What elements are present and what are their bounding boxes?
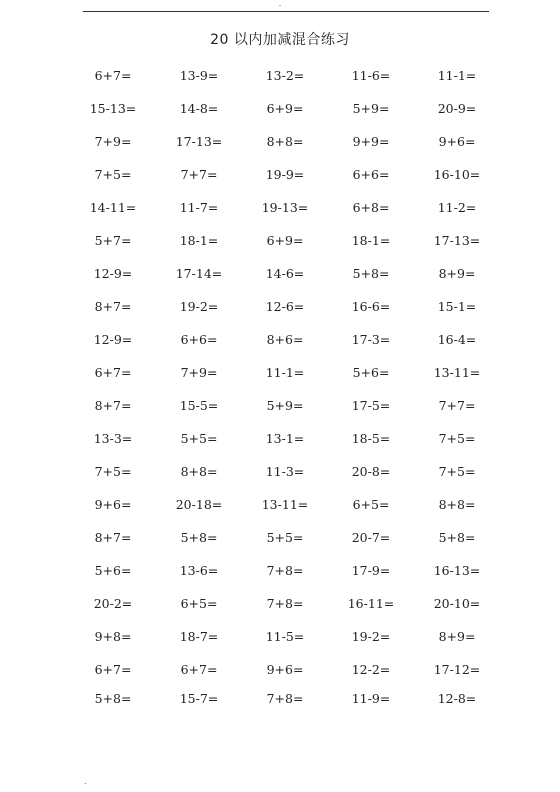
exercise-item: 7+9= (94, 133, 132, 149)
exercise-item: 14-6= (265, 265, 305, 281)
exercise-item: 5+9= (352, 100, 390, 116)
exercise-item: 17-5= (351, 397, 391, 413)
page-title: 20 以内加减混合练习 (210, 32, 350, 48)
exercise-row (70, 191, 500, 224)
exercise-item: 6+7= (94, 364, 132, 380)
exercise-row (70, 587, 500, 620)
exercise-item: 12-6= (265, 298, 305, 314)
exercise-item: 7+7= (180, 166, 218, 182)
exercise-item: 15-7= (179, 691, 219, 706)
exercise-row (70, 422, 500, 455)
exercise-item: 6+6= (180, 331, 218, 347)
exercise-item: 11-7= (179, 199, 219, 215)
exercise-item: 13-1= (265, 430, 305, 446)
exercise-row (70, 356, 500, 389)
exercise-item: 7+9= (180, 364, 218, 380)
exercise-item: 18-7= (179, 628, 219, 644)
exercise-item: 8+7= (94, 298, 132, 314)
exercise-item: 6+7= (94, 67, 132, 83)
exercise-item: 6+8= (352, 199, 390, 215)
exercise-item: 5+5= (180, 430, 218, 446)
exercise-row (70, 125, 500, 158)
exercise-item: 8+7= (94, 397, 132, 413)
exercise-item: 6+9= (266, 232, 304, 248)
exercise-item: 6+6= (352, 166, 390, 182)
exercise-item: 11-1= (265, 364, 305, 380)
exercise-item: 19-2= (351, 628, 391, 644)
header-mark: . (278, 0, 282, 8)
exercise-item: 17-13= (433, 232, 481, 248)
exercise-item: 18-1= (179, 232, 219, 248)
exercise-item: 18-1= (351, 232, 391, 248)
exercise-row (70, 389, 500, 422)
exercise-item: 5+6= (94, 562, 132, 578)
exercise-item: 17-12= (433, 661, 481, 677)
exercise-item: 6+5= (352, 496, 390, 512)
exercise-item: 20-8= (351, 463, 391, 479)
exercise-item: 7+8= (266, 595, 304, 611)
exercise-item: 7+7= (438, 397, 476, 413)
exercise-item: 13-6= (179, 562, 219, 578)
exercise-item: 7+5= (94, 463, 132, 479)
exercise-item: 20-2= (93, 595, 133, 611)
exercise-row (70, 686, 500, 712)
exercise-item: 18-5= (351, 430, 391, 446)
exercise-item: 5+8= (352, 265, 390, 281)
exercise-item: 6+7= (180, 661, 218, 677)
exercise-item: 12-8= (437, 691, 477, 706)
exercise-row (70, 224, 500, 257)
exercise-item: 6+5= (180, 595, 218, 611)
exercise-row (70, 521, 500, 554)
exercise-row (70, 290, 500, 323)
exercise-row (70, 620, 500, 653)
exercise-item: 20-7= (351, 529, 391, 545)
exercise-item: 20-9= (437, 100, 477, 116)
exercise-item: 11-9= (351, 691, 391, 706)
exercise-item: 17-9= (351, 562, 391, 578)
exercise-item: 11-5= (265, 628, 305, 644)
exercise-item: 20-10= (433, 595, 481, 611)
exercise-item: 7+5= (94, 166, 132, 182)
footer-mark: . (84, 777, 87, 786)
exercise-item: 16-11= (347, 595, 395, 611)
exercise-item: 8+9= (438, 265, 476, 281)
exercise-item: 14-8= (179, 100, 219, 116)
exercise-item: 14-11= (89, 199, 137, 215)
exercise-item: 5+5= (266, 529, 304, 545)
exercise-item: 8+8= (180, 463, 218, 479)
exercise-item: 7+8= (266, 691, 304, 706)
exercise-row (70, 59, 500, 92)
exercise-item: 16-4= (437, 331, 477, 347)
exercise-item: 9+6= (438, 133, 476, 149)
exercise-item: 11-2= (437, 199, 477, 215)
exercise-item: 13-11= (433, 364, 481, 380)
exercise-item: 8+6= (266, 331, 304, 347)
exercise-row (70, 488, 500, 521)
exercise-item: 6+9= (266, 100, 304, 116)
exercise-item: 5+6= (352, 364, 390, 380)
exercise-item: 11-6= (351, 67, 391, 83)
exercise-item: 7+8= (266, 562, 304, 578)
exercise-item: 16-13= (433, 562, 481, 578)
exercise-item: 12-9= (93, 331, 133, 347)
exercise-item: 15-1= (437, 298, 477, 314)
exercise-item: 13-3= (93, 430, 133, 446)
exercise-item: 7+5= (438, 430, 476, 446)
exercise-item: 16-6= (351, 298, 391, 314)
exercise-item: 11-3= (265, 463, 305, 479)
exercise-item: 8+7= (94, 529, 132, 545)
exercise-item: 5+9= (266, 397, 304, 413)
exercise-item: 13-9= (179, 67, 219, 83)
exercise-item: 5+7= (94, 232, 132, 248)
exercise-item: 12-2= (351, 661, 391, 677)
exercise-item: 9+6= (94, 496, 132, 512)
exercise-item: 15-13= (89, 100, 137, 116)
exercise-item: 7+5= (438, 463, 476, 479)
exercise-item: 8+8= (438, 496, 476, 512)
exercise-row (70, 554, 500, 587)
exercise-item: 19-2= (179, 298, 219, 314)
exercise-grid (70, 59, 500, 712)
exercise-row (70, 323, 500, 356)
exercise-row (70, 455, 500, 488)
exercise-item: 17-3= (351, 331, 391, 347)
exercise-item: 20-18= (175, 496, 223, 512)
exercise-item: 17-14= (175, 265, 223, 281)
exercise-item: 13-2= (265, 67, 305, 83)
header-rule (83, 11, 489, 12)
exercise-item: 9+8= (94, 628, 132, 644)
exercise-item: 9+6= (266, 661, 304, 677)
exercise-item: 13-11= (261, 496, 309, 512)
exercise-item: 15-5= (179, 397, 219, 413)
exercise-item: 16-10= (433, 166, 481, 182)
exercise-item: 8+8= (266, 133, 304, 149)
exercise-row (70, 92, 500, 125)
exercise-item: 9+9= (352, 133, 390, 149)
exercise-item: 8+9= (438, 628, 476, 644)
exercise-item: 19-13= (261, 199, 309, 215)
exercise-item: 5+8= (438, 529, 476, 545)
exercise-row (70, 158, 500, 191)
exercise-item: 11-1= (437, 67, 477, 83)
exercise-item: 6+7= (94, 661, 132, 677)
exercise-row (70, 257, 500, 290)
exercise-item: 5+8= (180, 529, 218, 545)
exercise-item: 19-9= (265, 166, 305, 182)
exercise-row (70, 653, 500, 686)
exercise-item: 5+8= (94, 691, 132, 706)
exercise-item: 12-9= (93, 265, 133, 281)
exercise-item: 17-13= (175, 133, 223, 149)
